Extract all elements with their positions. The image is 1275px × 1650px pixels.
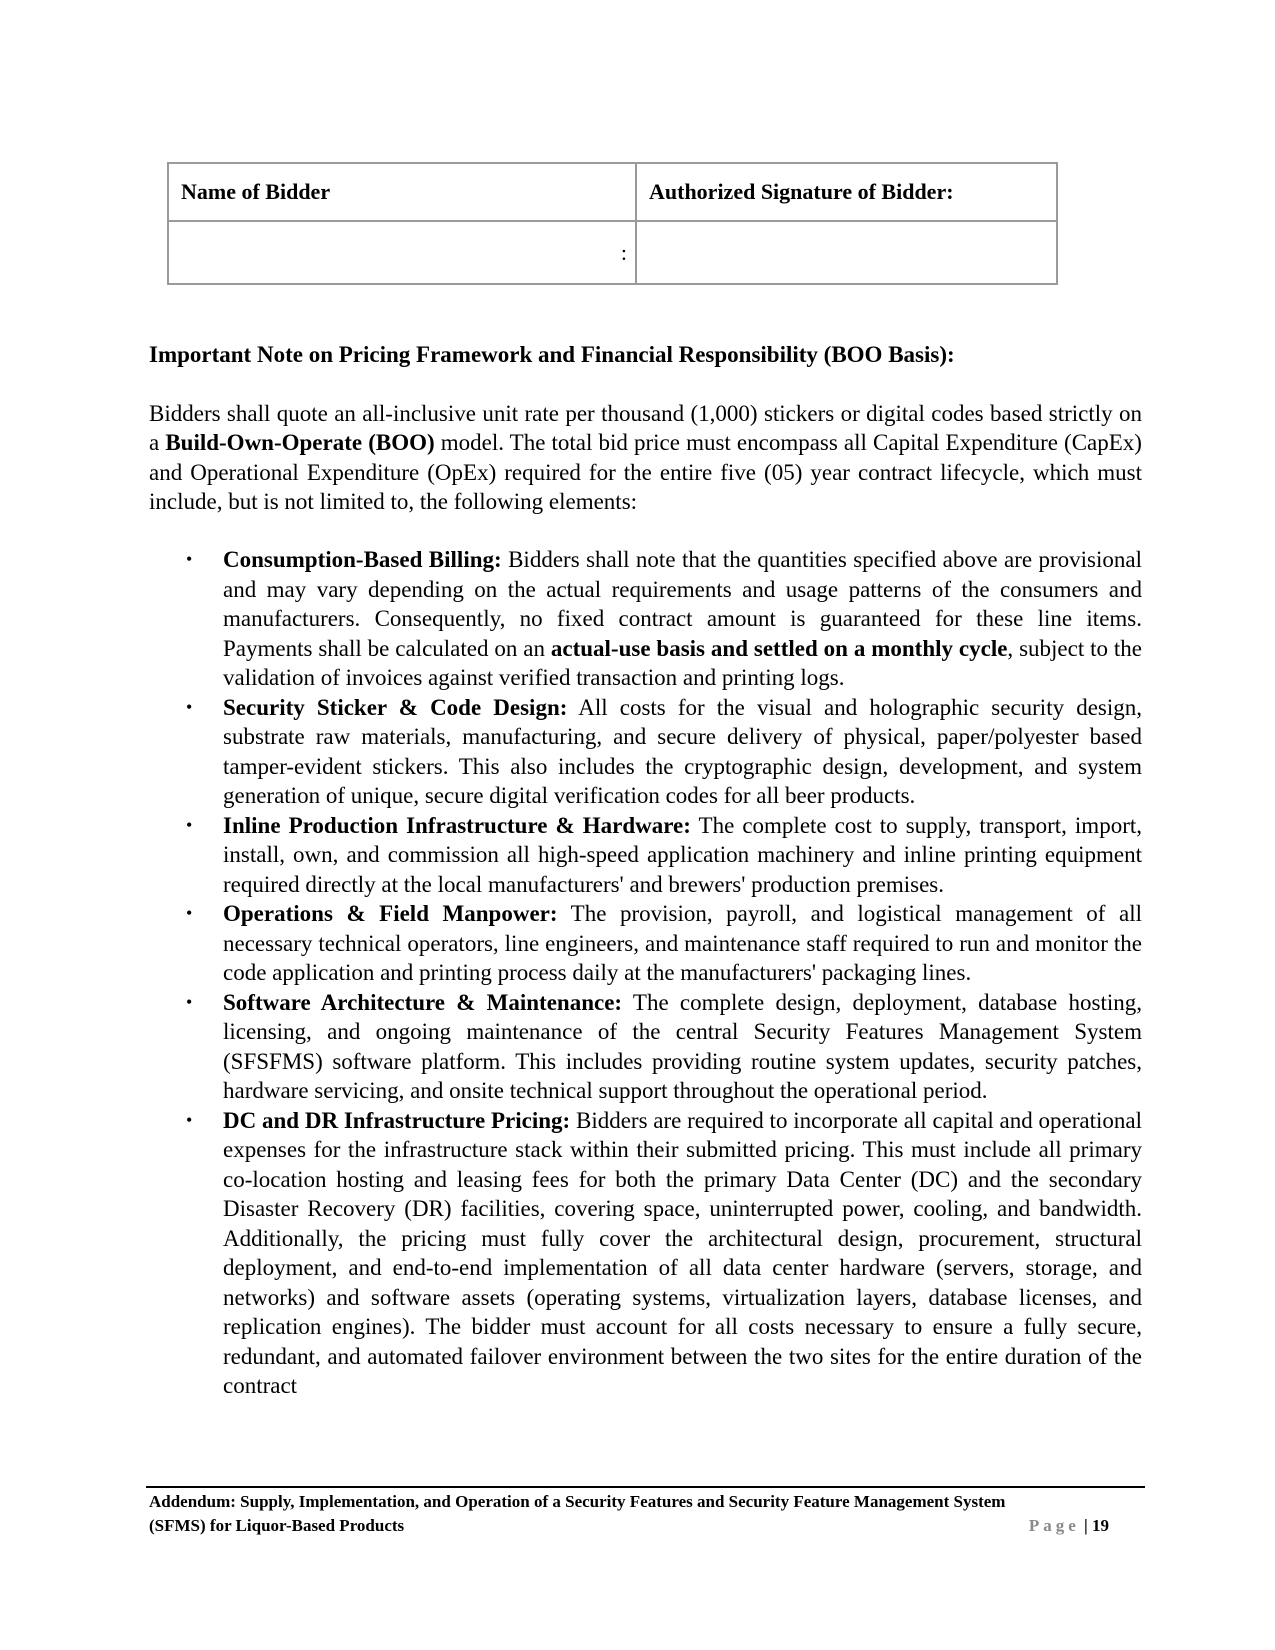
list-item-text: All costs for the visual and holographic security design, substrate raw materials, manufacturing, and secure delivery of physical, paper/polyester based tamper-evident stickers. This also includes the cryptographic design, development, and system generation of unique, secure digital verification codes for all beer products.: [223, 694, 1142, 808]
bullet-icon: •: [186, 814, 193, 835]
bullet-icon: •: [186, 991, 193, 1012]
name-of-bidder-header: Name of Bidder: [168, 163, 636, 221]
list-item-text: The provision, payroll, and logistical management of all necessary technical operators, line engineers, and maintenance staff required to run and monitor the code application and printing process daily at the manufacturers' packaging lines.: [223, 901, 1142, 985]
name-of-bidder-field[interactable]: :: [168, 221, 636, 284]
footer-divider: [146, 1486, 1145, 1488]
list-item-title: Software Architecture & Maintenance:: [223, 989, 623, 1015]
list-item-text: The complete design, deployment, database hosting, licensing, and ongoing maintenance of the central Security Features Management System (SFSFMS) software platform. This includes providing routine system updates, security patches, hardware servicing, and onsite technical support throughout the operational period.: [223, 989, 1142, 1103]
list-item-operations-manpower: [149, 899, 1142, 988]
authorized-signature-header: Authorized Signature of Bidder:: [636, 163, 1057, 221]
list-item-title: DC and DR Infrastructure Pricing:: [223, 1107, 571, 1133]
pricing-note-heading: Important Note on Pricing Framework and Financial Responsibility (BOO Basis):: [149, 342, 955, 367]
list-item-dc-dr-pricing: [149, 1106, 1142, 1401]
list-item-title: Operations & Field Manpower:: [223, 901, 558, 926]
list-item-title: Inline Production Infrastructure & Hardware:: [223, 812, 691, 838]
page-word: Page: [1028, 1516, 1080, 1535]
list-item-sticker-design: [149, 693, 1142, 811]
authorized-signature-field[interactable]: [636, 221, 1057, 284]
bidder-signature-table: [167, 162, 1058, 285]
list-item-emphasis: actual-use basis and settled on a monthly cycle: [550, 635, 1008, 661]
page-number-label: [1029, 1514, 1109, 1538]
bullet-icon: •: [186, 903, 193, 923]
table-input-row: [168, 221, 1057, 284]
intro-text-b: model. The total bid price must encompass all Capital Expenditure (CapEx) and Operational Expenditure (OpEx) required for the entire five (05) year contract lifecycle, which must include, but is not limited to, the following elements:: [149, 430, 1142, 514]
page-footer: [149, 1490, 1109, 1538]
list-item-title: Security Sticker & Code Design:: [223, 694, 568, 720]
bullet-icon: •: [186, 696, 193, 717]
list-item-title: Consumption-Based Billing:: [223, 547, 502, 572]
pricing-intro-paragraph: [149, 399, 1142, 516]
table-header-row: [168, 163, 1057, 221]
list-item-text: The complete cost to supply, transport, import, install, own, and commission all high-speed application machinery and inline printing equipment required directly at the local manufacturers' and brewers' production premises.: [223, 812, 1142, 897]
list-item-text: Bidders shall note that the quantities specified above are provisional and may vary depending on the actual requirements and usage patterns of the consumers and manufacturers. Consequently, no fixed contract amount is guaranteed for these line items. Payments shall be calculated on an: [223, 547, 1142, 661]
footer-title-line1: Addendum: Supply, Implementation, and Operation of a Security Features and Security Feature Management System: [149, 1492, 1006, 1511]
list-item-inline-infrastructure: [149, 811, 1142, 900]
bullet-icon: •: [186, 1109, 193, 1130]
intro-text-a: Bidders shall quote an all-inclusive unit rate per thousand (1,000) stickers or digital codes based strictly on a: [149, 401, 1142, 456]
list-item-text: Bidders are required to incorporate all capital and operational expenses for the infrastructure stack within their submitted pricing. This must include all primary co-location hosting and leasing fees for both the primary Data Center (DC) and the secondary Disaster Recovery (DR) facilities, covering space, uninterrupted power, cooling, and bandwidth. Additionally, the pricing must fully cover the architectural design, procurement, structural deployment, and end-to-end implementation of all data center hardware (servers, storage, and networks) and software assets (operating systems, virtualization layers, database licenses, and replication engines). The bidder must account for all costs necessary to ensure a fully secure, redundant, and automated failover environment between the two sites for the entire duration of the contract: [223, 1107, 1142, 1398]
page-number: 19: [1092, 1516, 1109, 1535]
list-item-software-architecture: [149, 988, 1142, 1106]
footer-title-line2: (SFMS) for Liquor-Based Products: [149, 1516, 405, 1535]
page-separator: |: [1079, 1516, 1092, 1535]
list-item-text: , subject to the validation of invoices against verified transaction and printing logs.: [223, 635, 1142, 690]
intro-boo-term: Build-Own-Operate (BOO): [165, 430, 435, 456]
pricing-elements-list: [149, 545, 1142, 1401]
list-item-consumption-billing: [149, 545, 1142, 693]
bullet-icon: •: [186, 549, 193, 569]
